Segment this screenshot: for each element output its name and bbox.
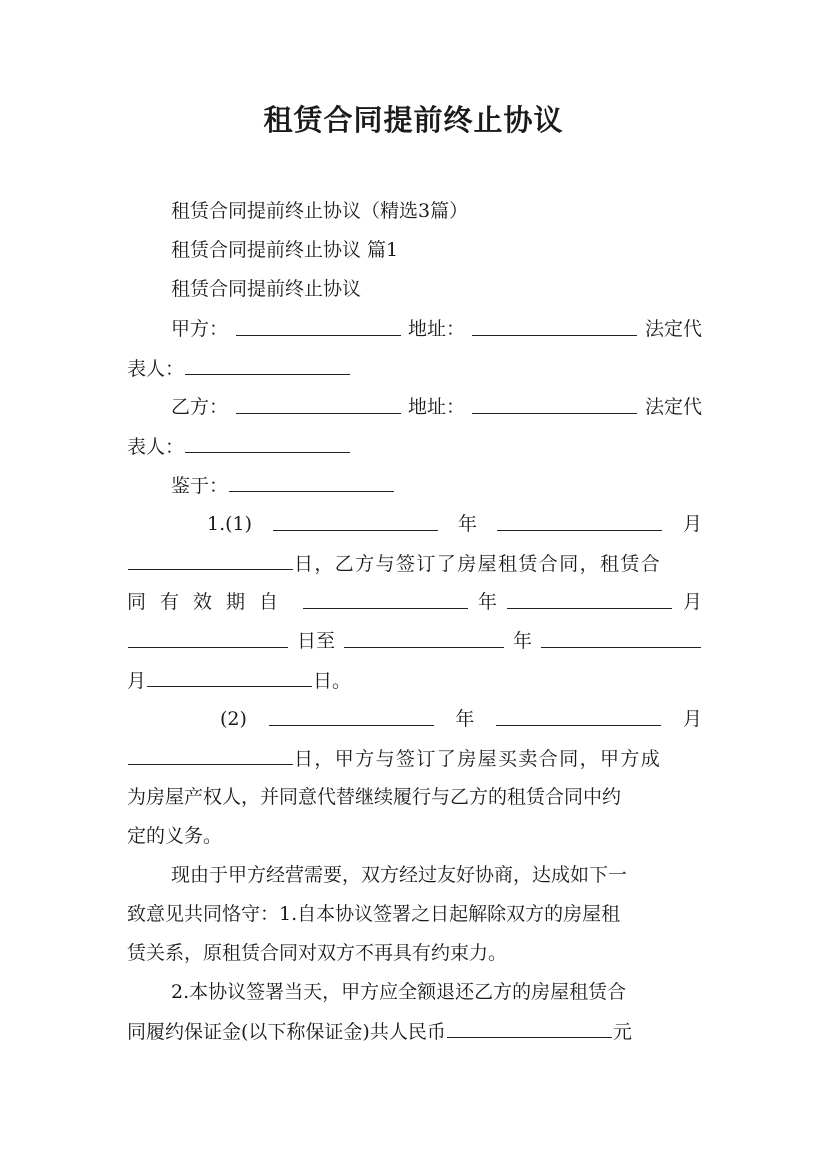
item1-end-day-label: 日。 bbox=[313, 670, 352, 692]
whereas-blank bbox=[229, 471, 394, 492]
item1-line5 bbox=[127, 666, 702, 695]
item1-line1 bbox=[207, 510, 702, 538]
item1-validity-label: 同有效期自 bbox=[127, 591, 293, 613]
item1-day-blank bbox=[128, 549, 293, 570]
item1-start-month-blank bbox=[507, 588, 672, 609]
item2-line2-text: 日，甲方与签订了房屋买卖合同，甲方成 bbox=[294, 748, 662, 770]
item2-month-label: 月 bbox=[682, 708, 702, 730]
item2-line2 bbox=[127, 744, 702, 773]
item1-start-day-blank bbox=[128, 627, 288, 648]
item1-line2 bbox=[127, 549, 702, 578]
party-b-legal-label: 法定代 bbox=[644, 396, 702, 418]
whereas-line bbox=[171, 471, 702, 500]
item2-year-label: 年 bbox=[455, 708, 475, 730]
item2-year-blank bbox=[269, 705, 434, 726]
article-heading: 租赁合同提前终止协议 篇1 bbox=[171, 239, 399, 261]
item1-day-to-label: 日至 bbox=[296, 630, 335, 652]
party-b-representative-line bbox=[127, 432, 702, 461]
party-a-address-label: 地址： bbox=[407, 318, 465, 340]
item2-line4: 定的义务。 bbox=[127, 825, 223, 847]
selection-heading: 租赁合同提前终止协议（精选3篇） bbox=[171, 200, 469, 222]
item1-month-blank bbox=[497, 510, 662, 531]
party-a-name-blank bbox=[236, 315, 401, 336]
item1-line4 bbox=[127, 627, 702, 655]
party-b-name-blank bbox=[236, 393, 401, 414]
party-b-representative-label: 表人： bbox=[127, 436, 185, 458]
deposit-amount-blank bbox=[447, 1017, 612, 1038]
item1-line2-text: 日，乙方与签订了房屋租赁合同，租赁合 bbox=[294, 553, 662, 575]
para4-line2 bbox=[127, 1017, 702, 1046]
para4-line1: 2.本协议签署当天，甲方应全额退还乙方的房屋租赁合 bbox=[171, 981, 627, 1003]
party-a-address-blank bbox=[472, 315, 637, 336]
party-b-label: 乙方： bbox=[171, 396, 229, 418]
party-a-label: 甲方： bbox=[171, 318, 229, 340]
item1-year-label: 年 bbox=[457, 513, 477, 535]
party-b-address-label: 地址： bbox=[407, 396, 465, 418]
party-a-line bbox=[171, 315, 702, 343]
item1-end-year-label: 年 bbox=[512, 630, 532, 652]
item1-prefix: 1.(1) bbox=[207, 513, 253, 535]
para3-line2: 致意见共同恪守：1.自本协议签署之日起解除双方的房屋租 bbox=[127, 903, 621, 925]
party-b-line bbox=[171, 393, 702, 421]
para3-line3: 赁关系，原租赁合同对双方不再具有约束力。 bbox=[127, 942, 508, 964]
party-b-representative-blank bbox=[185, 432, 350, 453]
party-b-address-blank bbox=[472, 393, 637, 414]
item2-month-blank bbox=[496, 705, 661, 726]
document-title: 租赁合同提前终止协议 bbox=[263, 103, 564, 137]
para4-line2-text: 同履约保证金(以下称保证金)共人民币 bbox=[127, 1021, 446, 1043]
para4-currency-label: 元 bbox=[612, 1021, 632, 1043]
item2-day-blank bbox=[128, 744, 293, 765]
whereas-label: 鉴于： bbox=[171, 475, 229, 497]
item1-end-month-label: 月 bbox=[127, 670, 147, 692]
party-a-representative-line bbox=[127, 354, 702, 383]
item1-year-blank bbox=[273, 510, 438, 531]
para3-line1: 现由于甲方经营需要，双方经过友好协商，达成如下一 bbox=[171, 864, 628, 886]
item1-start-month-label: 月 bbox=[682, 591, 702, 613]
item1-start-year-blank bbox=[303, 588, 468, 609]
item2-line3: 为房屋产权人，并同意代替继续履行与乙方的租赁合同中约 bbox=[127, 786, 622, 808]
item2-prefix: (2) bbox=[220, 708, 247, 730]
item1-end-day-blank bbox=[147, 666, 312, 687]
item2-line1 bbox=[220, 705, 702, 733]
item1-month-label: 月 bbox=[682, 513, 702, 535]
item1-start-year-label: 年 bbox=[477, 591, 497, 613]
item1-end-year-blank bbox=[344, 627, 504, 648]
item1-end-month-blank bbox=[541, 627, 701, 648]
party-a-representative-label: 表人： bbox=[127, 358, 185, 380]
party-a-representative-blank bbox=[185, 354, 350, 375]
party-a-legal-label: 法定代 bbox=[644, 318, 702, 340]
item1-line3 bbox=[127, 588, 702, 616]
agreement-subtitle: 租赁合同提前终止协议 bbox=[171, 278, 362, 300]
